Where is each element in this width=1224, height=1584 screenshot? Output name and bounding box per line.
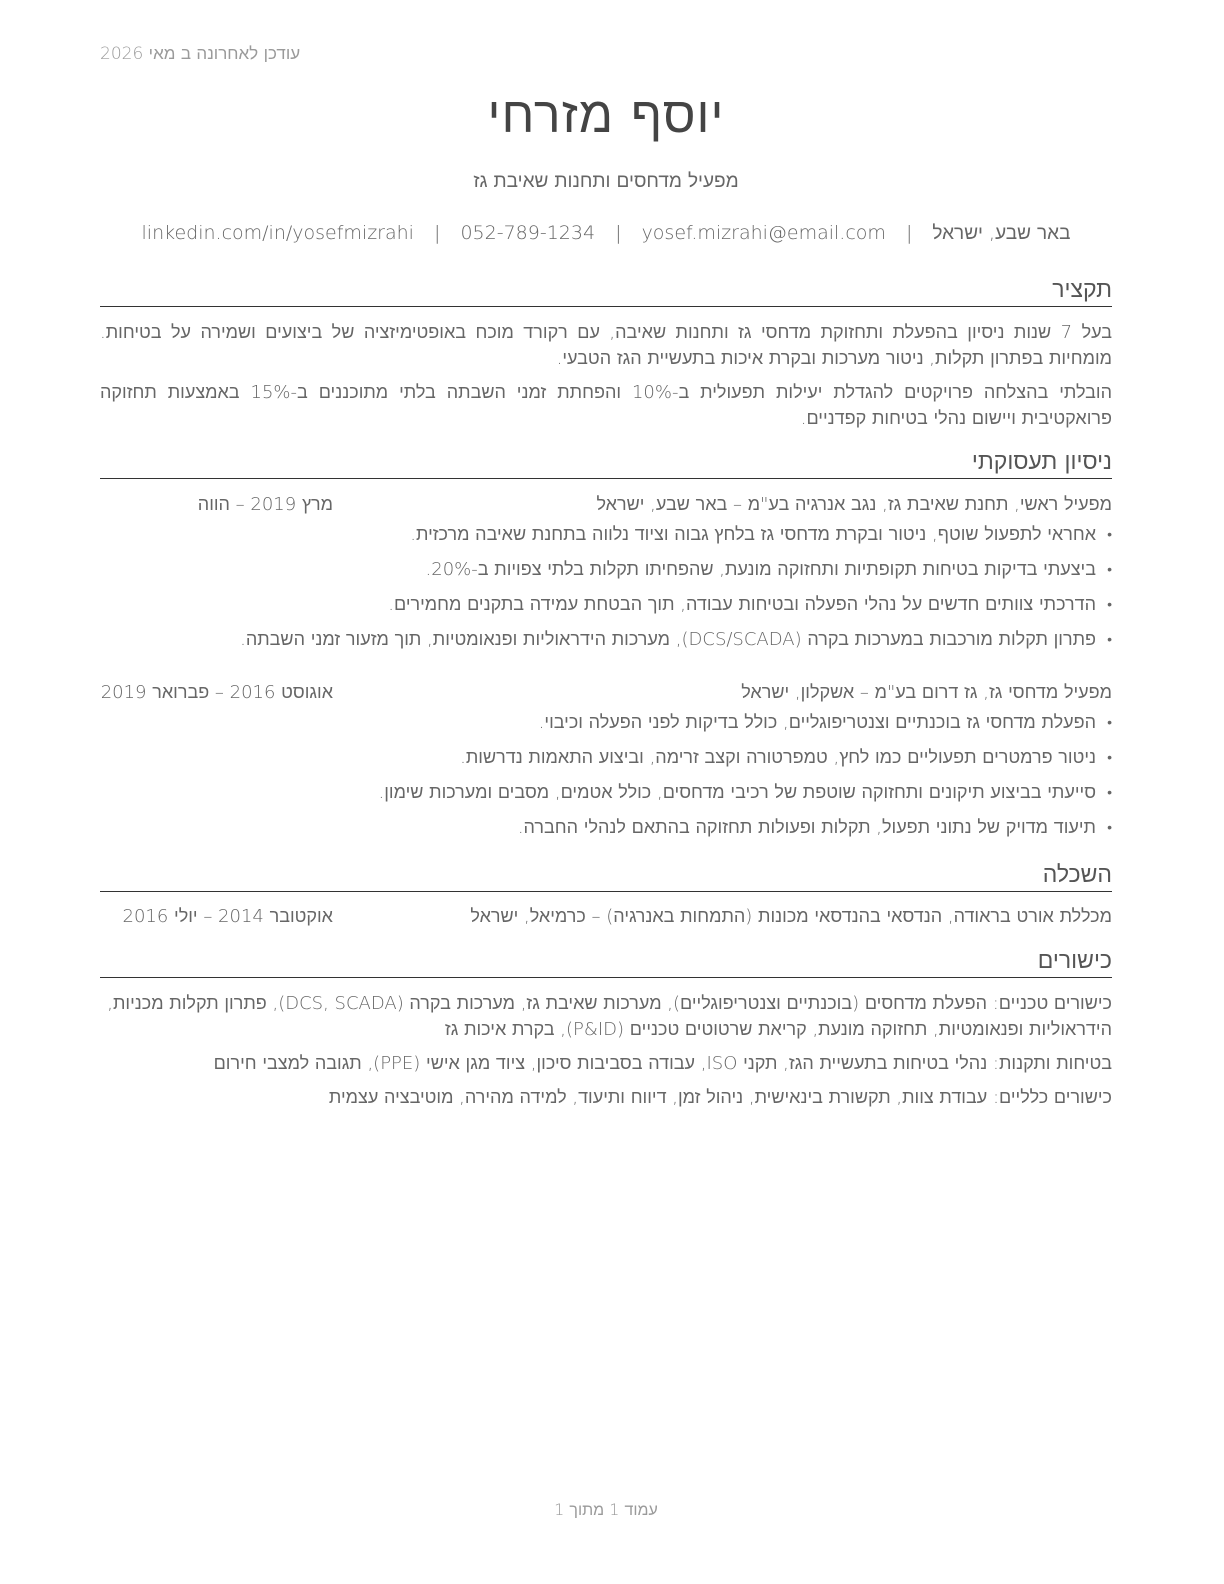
contact-phone[interactable]: 052-789-1234 xyxy=(460,222,596,244)
contact-line xyxy=(100,222,1112,245)
education-row xyxy=(100,905,1112,931)
skills-general: כישורים כלליים: עבודת צוות, תקשורת בינאישית, ניהול זמן, דיווח ותיעוד, למידה מהירה, מוטיבציה עצמית xyxy=(328,1087,1112,1108)
section-title-skills: כישורים xyxy=(100,947,1112,978)
job-dates: אוגוסט 2016 – פברואר 2019 xyxy=(100,682,333,703)
section-title-summary: תקציר xyxy=(100,276,1112,307)
job-subtitle: מפעיל מדחסים ותחנות שאיבת גז xyxy=(473,170,739,192)
education-dates: אוקטובר 2014 – יולי 2016 xyxy=(122,906,333,927)
job-header xyxy=(100,681,1112,707)
job-header xyxy=(100,493,1112,519)
job-bullets xyxy=(100,711,1112,851)
job-title: מפעיל ראשי, תחנת שאיבת גז, נגב אנרגיה בע"מ – באר שבע, ישראל xyxy=(596,494,1112,515)
contact-separator: | xyxy=(434,222,441,244)
contact-separator: | xyxy=(905,222,913,244)
list-item: • ביצעתי בדיקות בטיחות תקופתיות ותחזוקה מונעת, שהפחיתו תקלות בלתי צפויות ב-20%. xyxy=(100,558,1096,593)
contact-separator: | xyxy=(615,222,622,244)
contact-location: באר שבע, ישראל xyxy=(932,222,1071,244)
job-title: מפעיל מדחסי גז, גז דרום בע"מ – אשקלון, ישראל xyxy=(741,682,1112,703)
list-item: • תיעוד מדויק של נתוני תפעול, תקלות ופעולות תחזוקה בהתאם לנהלי החברה. xyxy=(100,816,1096,851)
list-item: • ניטור פרמטרים תפעוליים כמו לחץ, טמפרטורה וקצב זרימה, וביצוע התאמות נדרשות. xyxy=(100,746,1096,781)
job-dates: מרץ 2019 – הווה xyxy=(197,494,333,515)
summary-paragraph: בעל 7 שנות ניסיון בהפעלת ותחזוקת מדחסי גז ותחנות שאיבה, עם רקורד מוכח באופטימיזציה של ביצועים ושמירה על בטיחות. מומחיות בפתרון תקלות, ניטור מערכות ובקרת איכות בתעשיית הגז הטבעי. xyxy=(100,322,1112,369)
section-title-education: השכלה xyxy=(100,861,1112,892)
section-title-experience: ניסיון תעסוקתי xyxy=(100,448,1112,479)
skills-safety: בטיחות ותקנות: נהלי בטיחות בתעשיית הגז, תקני ISO, עבודה בסביבות סיכון, ציוד מגן אישי (PPE), תגובה למצבי חירום xyxy=(213,1053,1112,1074)
list-item: • הפעלת מדחסי גז בוכנתיים וצנטריפוגליים, כולל בדיקות לפני הפעלה וכיבוי. xyxy=(100,711,1096,746)
list-item: • אחראי לתפעול שוטף, ניטור ובקרת מדחסי גז בלחץ גבוה וציוד נלווה בתחנת שאיבה מרכזית. xyxy=(100,523,1096,558)
job-bullets xyxy=(100,523,1112,663)
list-item: • פתרון תקלות מורכבות במערכות בקרה (DCS/SCADA), מערכות הידראוליות ופנאומטיות, תוך מזעור זמני השבתה. xyxy=(100,628,1096,663)
skills-technical: כישורים טכניים: הפעלת מדחסים (בוכנתיים וצנטריפוגליים), מערכות שאיבת גז, מערכות בקרה (DCS, SCADA), פתרון תקלות מכניות, הידראוליות ופנאומטיות, תחזוקה מונעת, קריאת שרטוטים טכניים (P&ID), בקרת איכות גז xyxy=(107,993,1112,1040)
list-item: • הדרכתי צוותים חדשים על נהלי הפעלה ובטיחות עבודה, תוך הבטחת עמידה בתקנים מחמירים. xyxy=(100,593,1096,628)
resume-page xyxy=(100,0,1112,1584)
list-item: • סייעתי בביצוע תיקונים ותחזוקה שוטפת של רכיבי מדחסים, כולל אטמים, מסבים ומערכות שימון. xyxy=(100,781,1096,816)
contact-email[interactable]: yosef.mizrahi@email.com xyxy=(641,222,886,244)
page-number: עמוד 1 מתוך 1 xyxy=(554,1500,658,1519)
candidate-name: יוסף מזרחי xyxy=(487,86,725,144)
education-title: מכללת אורט בראודה, הנדסאי בהנדסאי מכונות (התמחות באנרגיה) – כרמיאל, ישראל xyxy=(470,906,1112,927)
contact-linkedin[interactable]: linkedin.com/in/yosefmizrahi xyxy=(141,222,414,244)
last-updated: עודכן לאחרונה ב מאי 2026 xyxy=(100,44,301,64)
summary-paragraph: הובלתי בהצלחה פרויקטים להגדלת יעילות תפעולית ב-10% והפחתת זמני השבתה בלתי מתוכננים ב-15% באמצעות תחזוקה פרואקטיבית ויישום נהלי בטיחות קפדניים. xyxy=(100,382,1112,429)
